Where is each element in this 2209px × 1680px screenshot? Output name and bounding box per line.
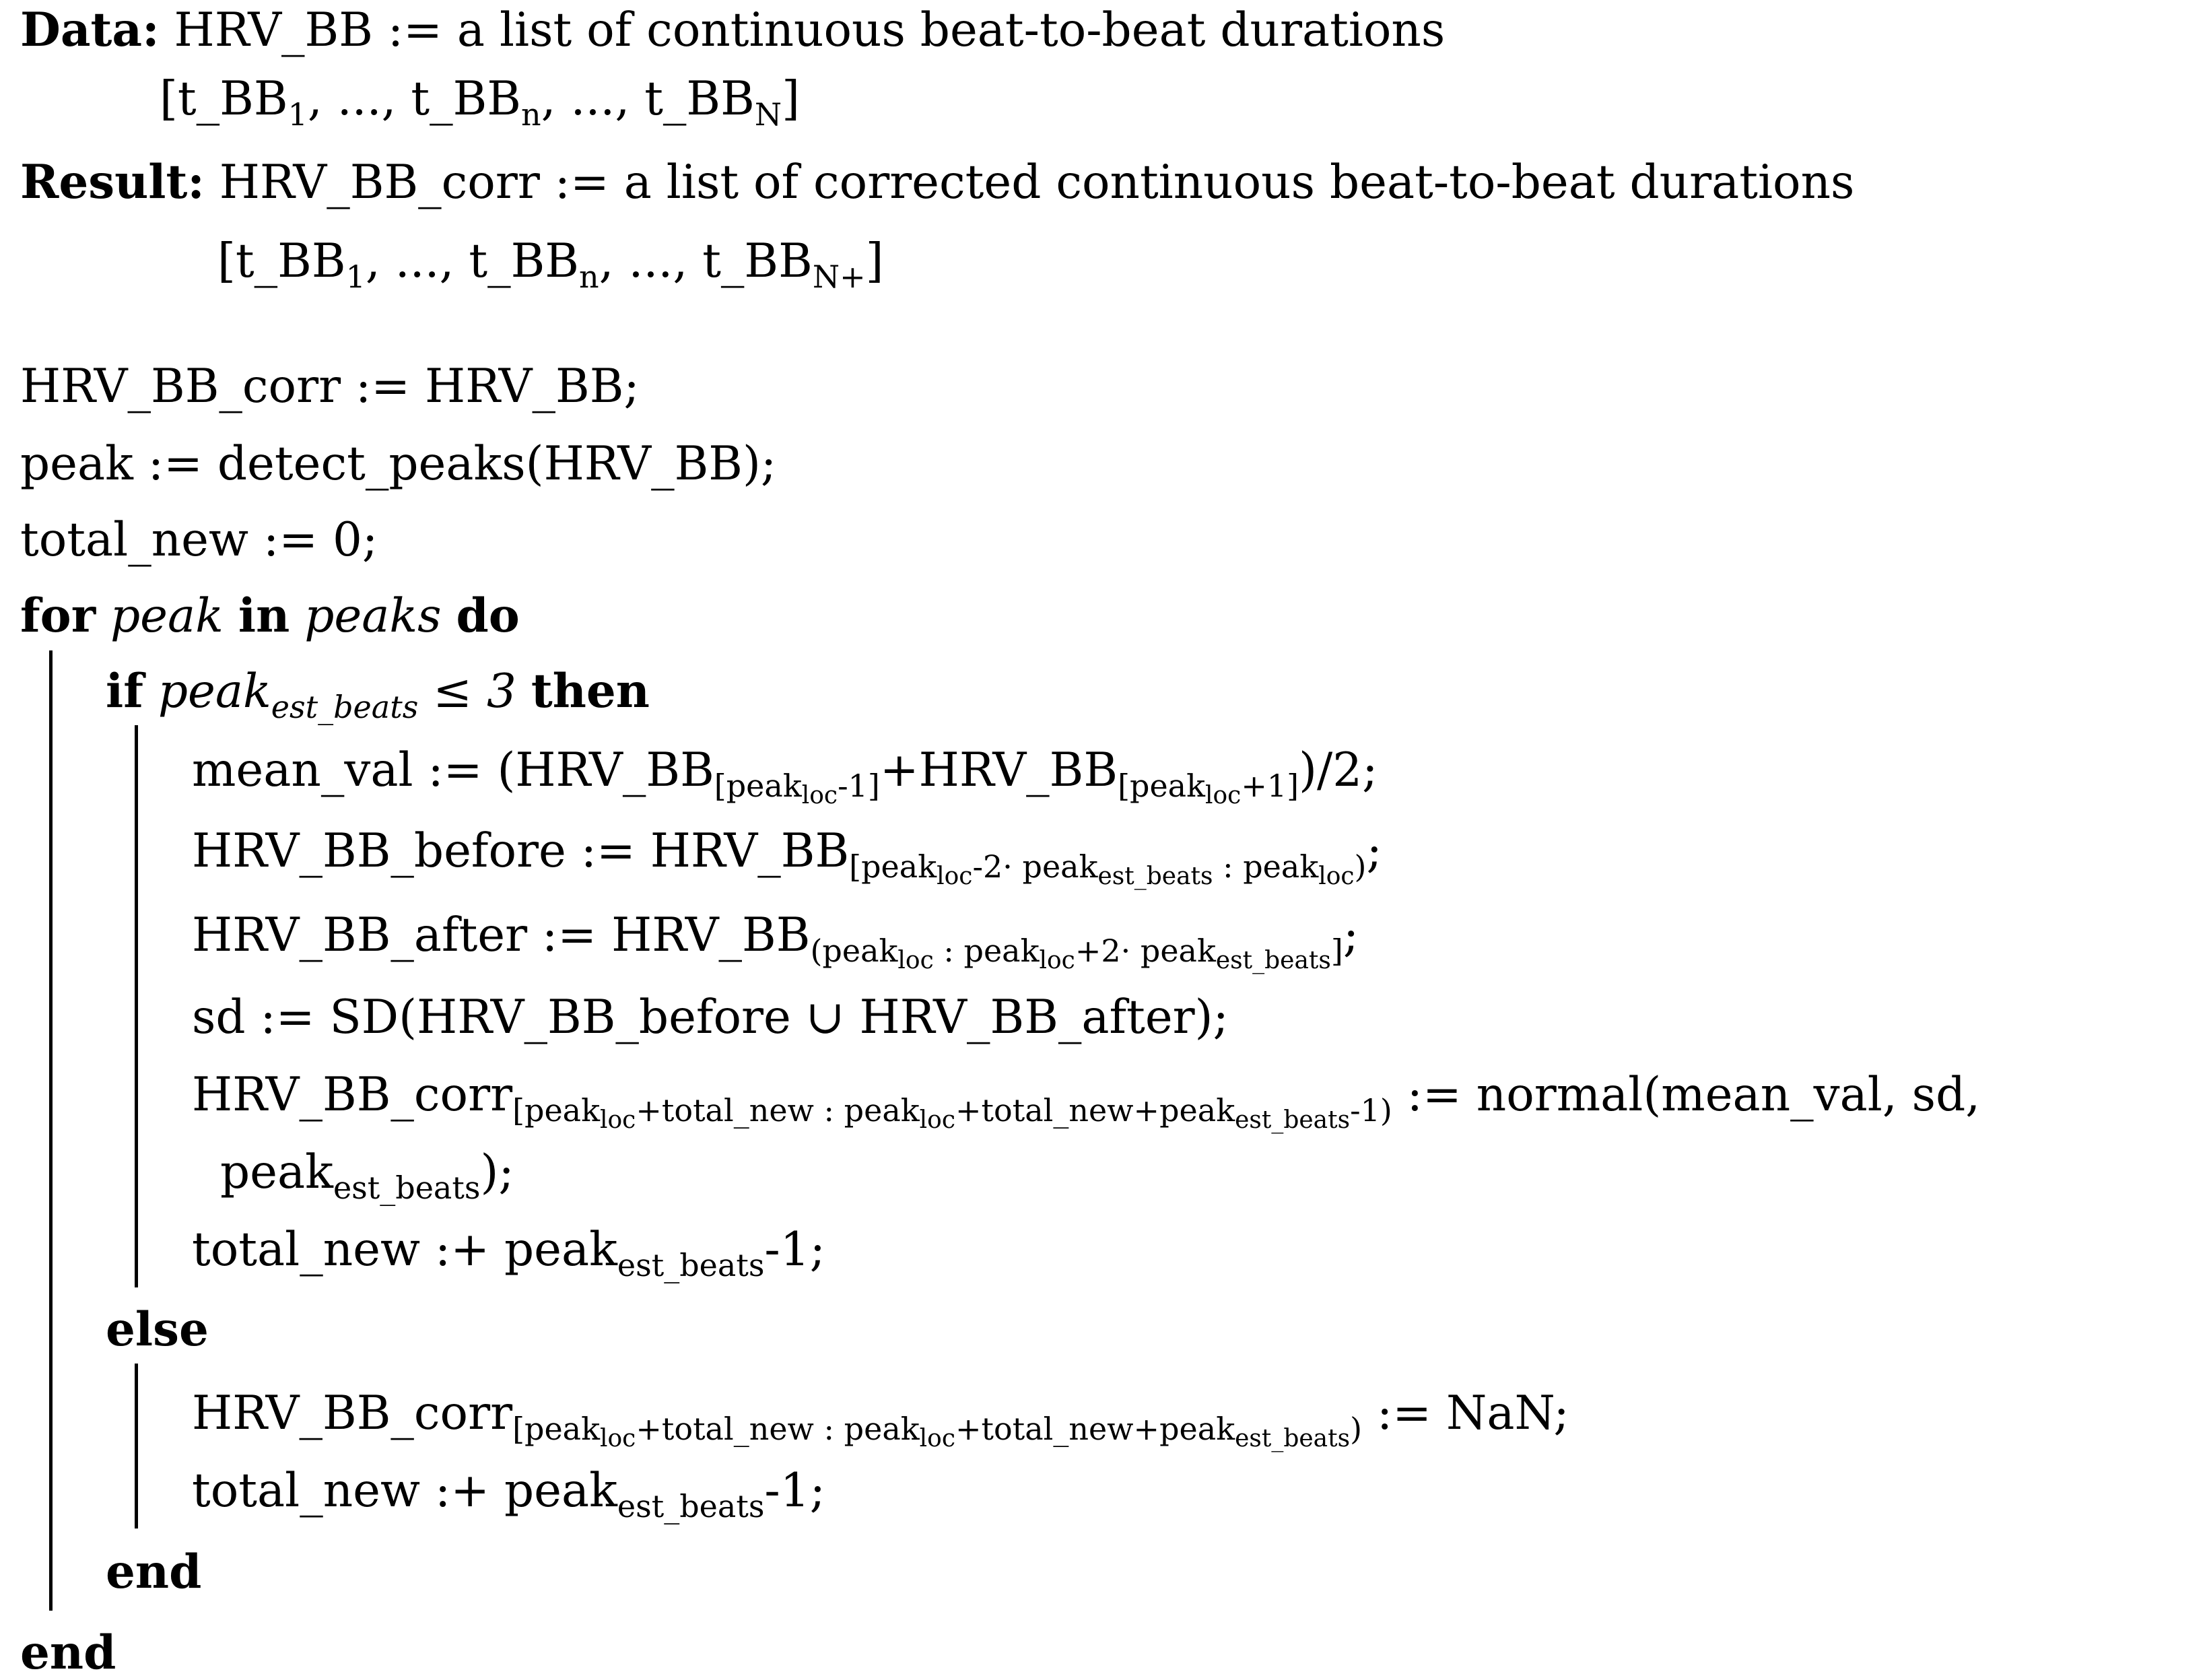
else-scope-bar — [135, 1364, 138, 1528]
data-line-1 — [20, 3, 1446, 57]
for-line: for peak in peaks do — [20, 589, 520, 643]
result-line-2: [$t\_BB_1$, ..., $t\_BB_n$, ..., $t\_BB_{N+}$] — [217, 234, 884, 295]
corr-normal-continuation: peak$_{est\_beats}$); — [220, 1145, 514, 1206]
mean-val-line: mean_val := $(HRV\_BB_{[peak_{loc}-1]}+HRV\_BB_{[peak_{loc}+1]})/2$; — [192, 743, 1378, 809]
init-peaks-line: peak := detect_peaks(HRV_BB); — [20, 437, 777, 491]
else-keyword: else — [106, 1302, 209, 1357]
end-for-keyword: end — [20, 1625, 116, 1680]
total-new-increment-if: total_new :+ peak$_{est\_beats}$-1; — [192, 1223, 825, 1283]
corr-nan-line: HRV_BB_corr$_{[peak_{loc}+total\_new : peak_{loc}+total\_new+peak_{est\_beats})}$ := NaN; — [192, 1386, 1569, 1452]
init-corr-line: HRV_BB_corr := HRV_BB; — [20, 360, 640, 413]
algorithm-block — [20, 0, 2209, 1679]
hrv-bb-before-line: HRV_BB_before := $HRV\_BB_{[peak_{loc}-2\cdot peak_{est\_beats} : peak_{loc})}$; — [192, 824, 1382, 890]
data-description: HRV_BB := a list of continuous beat-to-beat durations — [174, 3, 1446, 57]
total-new-increment-else: total_new :+ peak$_{est\_beats}$-1; — [192, 1464, 825, 1524]
result-label: Result: — [20, 155, 205, 209]
data-line-2: [$t\_BB_1$, ..., $t\_BB_n$, ..., $t\_BB_N$] — [160, 72, 800, 133]
end-if-keyword: end — [106, 1545, 202, 1599]
hrv-bb-after-line: HRV_BB_after := $HRV\_BB_{(peak_{loc} : peak_{loc}+2\cdot peak_{est\_beats}]}$; — [192, 908, 1359, 974]
corr-normal-line: HRV_BB_corr$_{[peak_{loc}+total\_new : peak_{loc}+total\_new+peak_{est\_beats}-1)}$ := normal(mean_val, sd, — [192, 1068, 1981, 1134]
for-scope-bar — [49, 650, 53, 1611]
result-line-1 — [20, 155, 1855, 209]
sd-line: sd := SD(HRV_BB_before ∪ HRV_BB_after); — [192, 990, 1229, 1044]
if-scope-bar — [135, 725, 138, 1287]
if-line: if peak$_{est\_beats}$ ≤ 3 then — [106, 664, 650, 725]
result-description: HRV_BB_corr := a list of corrected continuous beat-to-beat durations — [219, 156, 1855, 209]
data-label: Data: — [20, 3, 160, 57]
init-total-line: total_new := 0; — [20, 513, 378, 567]
